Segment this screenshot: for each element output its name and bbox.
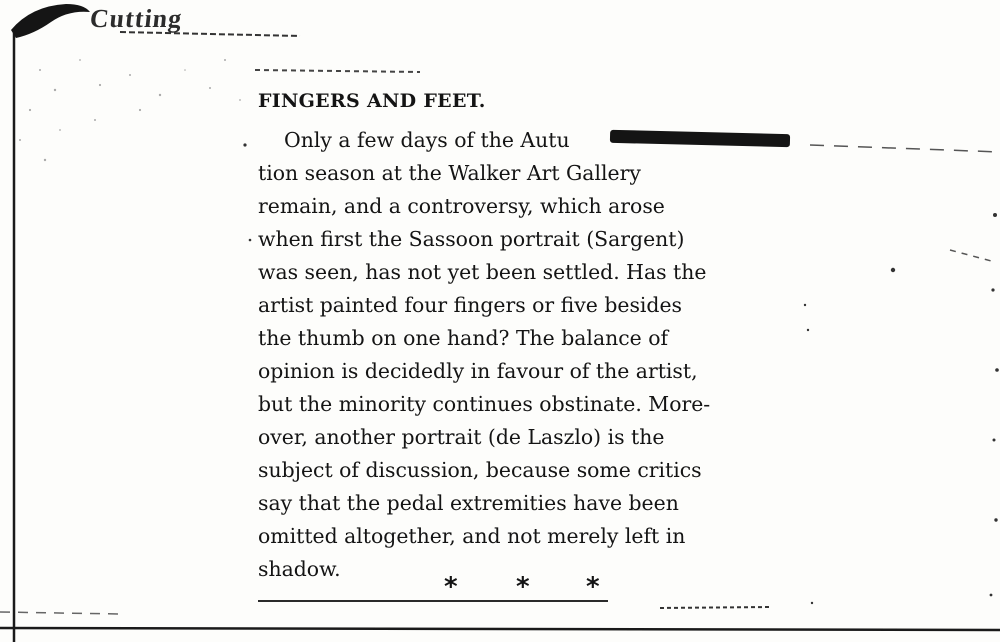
separator-star: * xyxy=(586,572,600,602)
clipping-header-fragment: Cutting xyxy=(88,4,184,33)
article-headline: FINGERS AND FEET. xyxy=(258,90,486,112)
article-line: artist painted four fingers or five besides xyxy=(258,293,683,317)
article-body xyxy=(258,124,798,586)
article-line: opinion is decidedly in favour of the artist, xyxy=(258,359,698,383)
article-line: the thumb on one hand? The balance of xyxy=(258,326,669,350)
article-line: over, another portrait (de Laszlo) is the xyxy=(258,425,665,449)
article-line: was seen, has not yet been settled. Has the xyxy=(258,260,707,284)
section-separator xyxy=(258,570,608,606)
article-line: say that the pedal extremities have been xyxy=(258,491,679,515)
article-line: shadow. xyxy=(258,557,341,581)
separator-star: * xyxy=(444,572,458,602)
corner-ink-mark xyxy=(6,0,96,40)
article-line: subject of discussion, because some critics xyxy=(258,458,702,482)
article-line: remain, and a controversy, which arose xyxy=(258,194,665,218)
separator-rule xyxy=(258,600,608,602)
separator-star: * xyxy=(516,572,530,602)
article-line: tion season at the Walker Art Gallery xyxy=(258,161,641,185)
article-line: but the minority continues obstinate. More- xyxy=(258,392,711,416)
article-line: Only a few days of the Autu xyxy=(284,128,570,152)
article-line: when first the Sassoon portrait (Sargent) xyxy=(258,227,685,251)
article-line: omitted altogether, and not merely left in xyxy=(258,524,686,548)
